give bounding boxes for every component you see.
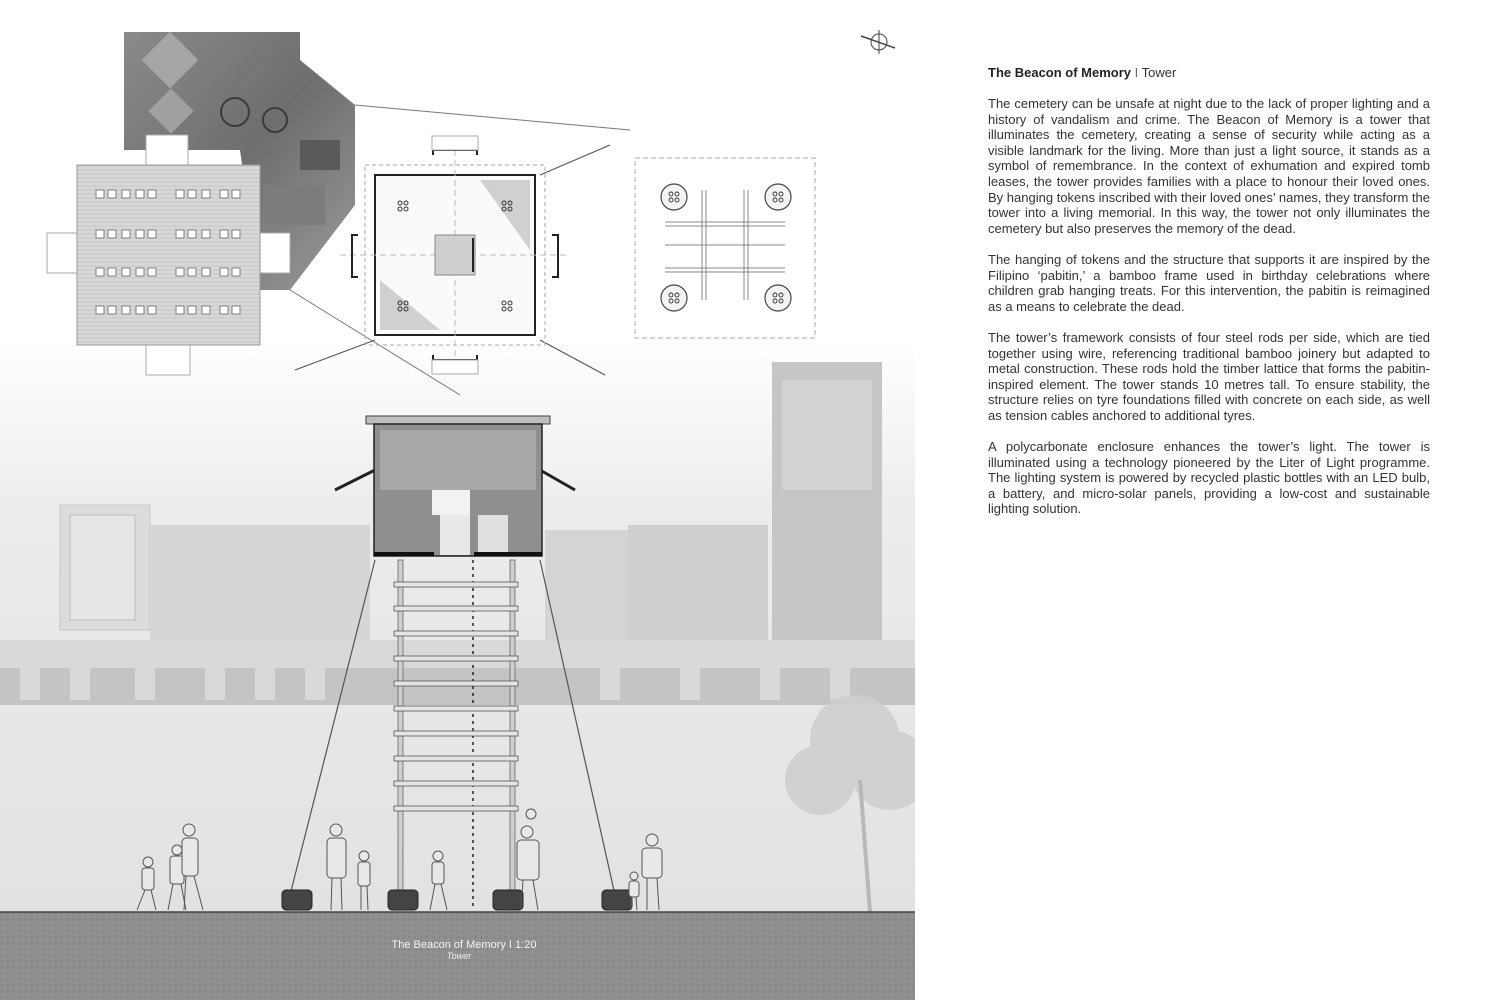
north-arrow-icon bbox=[861, 30, 895, 54]
title-separator: I bbox=[1134, 65, 1139, 80]
panel-subtitle: Tower bbox=[1141, 65, 1177, 80]
lattice-plan-detail bbox=[635, 158, 815, 338]
tower-plan bbox=[340, 136, 570, 374]
lattice-elevation bbox=[47, 135, 290, 375]
drawing-caption-subtitle: Tower bbox=[446, 951, 472, 961]
paragraph-pabitin: The hanging of tokens and the structure that supports it are inspired by the Filipino ‘pabitin,’ a bamboo frame used in birthday celebrations where children grab hanging treats. For this intervention, the pabitin is reimagined as a means to celebrate the dead. bbox=[988, 251, 1430, 314]
description-panel bbox=[988, 64, 1430, 533]
paragraph-lighting: A polycarbonate enclosure enhances the tower’s light. The tower is illuminated using a technology pioneered by the Liter of Light programme. The lighting system is powered by recycled plastic bottles with an LED bulb, a battery, and micro-solar panels, providing a low-cost and sustainable lighting solution. bbox=[988, 439, 1430, 517]
panel-heading bbox=[988, 64, 1430, 82]
paragraph-framework: The tower’s framework consists of four steel rods per side, which are tied together using wire, referencing traditional bamboo joinery but adapted to metal construction. These rods hold the timber lattice that forms the pabitin-inspired element. The tower stands 10 metres tall. To ensure stability, the structure relies on tyre foundations filled with concrete on each side, as well as tension cables anchored to additional tyres. bbox=[988, 329, 1430, 423]
drawing-caption-title: The Beacon of Memory I 1:20 bbox=[391, 939, 537, 951]
paragraph-intro: The cemetery can be unsafe at night due to the lack of proper lighting and a history of vandalism and crime. The Beacon of Memory is a tower that illuminates the cemetery, creating a sense of security while acting as a visible landmark for the living. More than just a light source, it stands as a symbol of remembrance. In the context of exhumation and expired tomb leases, the tower provides families with a place to honour their loved ones. By hanging tokens inscribed with their loved ones’ names, they transform the tower into a living memorial. In this way, the tower not only illuminates the cemetery but also preserves the memory of the dead. bbox=[988, 96, 1430, 236]
panel-title: The Beacon of Memory bbox=[988, 65, 1132, 80]
